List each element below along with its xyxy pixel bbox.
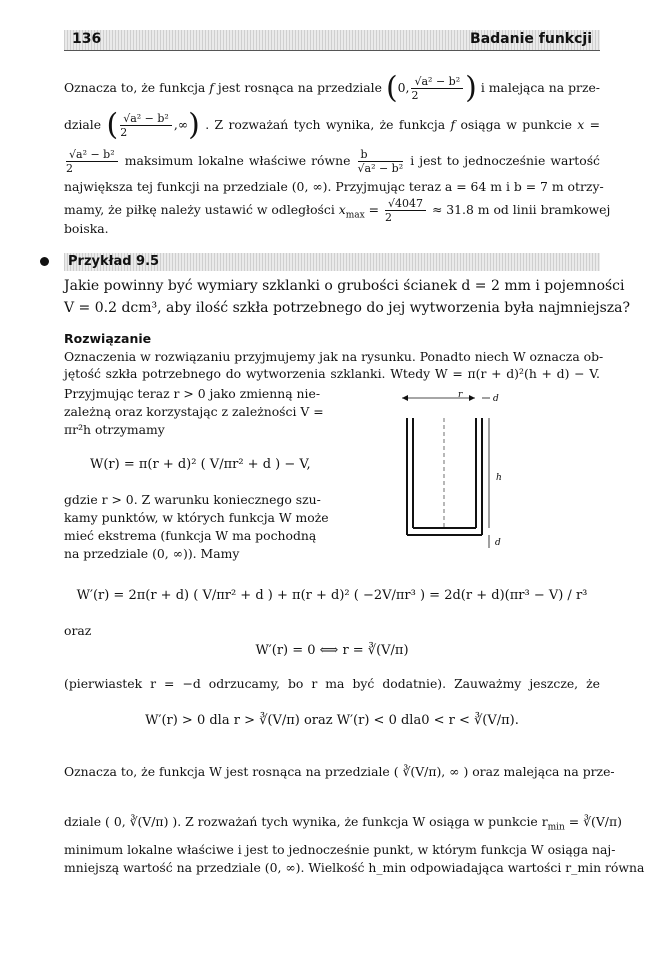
- fraction: $\frac{\text{√a² − b²}}{2}$: [120, 112, 172, 139]
- fraction: $\frac{\text{√a² − b²}}{2}$: [66, 148, 118, 175]
- equation: W′(r) = 2π(r + d) ( V/πr² + d ) + π(r + d)² ( −2V/πr³ ) = 2d(r + d)(πr³ − V) / r³: [76, 588, 588, 603]
- fraction: $\frac{b}{\text{√a² − b²}}$: [357, 148, 404, 175]
- text-line: Przyjmując teraz r > 0 jako zmienną nie-: [64, 386, 321, 401]
- equation: W′(r) = 0 ⟺ r = ∛(V/π): [255, 643, 409, 658]
- text-line: Oznaczenia w rozwiązaniu przyjmujemy jak na rysunku. Ponadto niech W oznacza ob-: [64, 349, 604, 364]
- text-line: πr²h otrzymamy: [64, 422, 165, 437]
- label-d-top: d: [493, 394, 499, 404]
- bullet-icon: [40, 257, 49, 266]
- text-line: boiska.: [64, 221, 109, 236]
- fraction: $\frac{\text{√a² − b²}}{2}$: [411, 75, 463, 102]
- text-line: minimum lokalne właściwe i jest to jednocześnie punkt, w którym funkcja W osiąga naj-: [64, 842, 616, 857]
- solution-heading: Rozwiązanie: [64, 331, 152, 346]
- text-line: na przedziale (0, ∞)). Mamy: [64, 546, 240, 561]
- running-title: Badanie funkcji: [470, 31, 592, 47]
- label-d-bottom: d: [495, 538, 501, 548]
- fraction: $\frac{√4047}{2}$: [385, 197, 426, 224]
- glass-figure: [392, 390, 522, 560]
- label-r: r: [458, 390, 463, 400]
- text-line: Oznacza to, że funkcja f jest rosnąca na przedziale (0, $\frac{\text{√a² − b²}}{2}$ ) i malejąca na prze-: [64, 70, 600, 106]
- text-line: największa tej funkcji na przedziale (0, ∞). Przyjmując teraz a = 64 m i b = 7 m otrzy-: [64, 179, 604, 194]
- page-number: 136: [72, 31, 102, 47]
- example-label: Przykład 9.5: [68, 254, 160, 269]
- text-line: gdzie r > 0. Z warunku koniecznego szu-: [64, 492, 321, 507]
- text-line: (pierwiastek r = −d odrzucamy, bo r ma być dodatnie). Zauważmy jeszcze, że: [64, 676, 600, 691]
- text-line: Oznacza to, że funkcja W jest rosnąca na przedziale ( ∛(V/π), ∞ ) oraz malejąca na prze-: [64, 764, 615, 779]
- running-header: [64, 30, 600, 51]
- text-line: mieć ekstrema (funkcja W ma pochodną: [64, 528, 317, 543]
- text-line: dziale ( $\frac{\text{√a² − b²}}{2}$ ,∞) . Z rozważań tych wynika, że funkcja f osiąga w punkcie x =: [64, 107, 601, 143]
- text-line: mamy, że piłkę należy ustawić w odległości $x_{max}$ = $\frac{√4047}{2}$ ≈ 31.8 m od linii bramkowej: [64, 197, 611, 224]
- text-line: kamy punktów, w których funkcja W może: [64, 510, 329, 525]
- text-line: oraz: [64, 623, 92, 638]
- example-header: [64, 253, 600, 271]
- text-line: $\frac{\text{√a² − b²}}{2}$ maksimum lokalne właściwe równe $\frac{b}{\text{√a² − b²}}$ i jest to jednocześnie wartość: [66, 148, 600, 175]
- task-line: V = 0.2 dcm³, aby ilość szkła potrzebnego do jej wytworzenia była najmniejsza?: [64, 300, 630, 316]
- equation: W′(r) > 0 dla r > ∛(V/π) oraz W′(r) < 0 dla0 < r < ∛(V/π).: [145, 713, 519, 728]
- text-line: mniejszą wartość na przedziale (0, ∞). Wielkość h_min odpowiadająca wartości r_min równa: [64, 860, 645, 875]
- equation: W(r) = π(r + d)² ( V/πr² + d ) − V,: [90, 457, 311, 472]
- text-line: jętość szkła potrzebnego do wytworzenia szklanki. Wtedy W = π(r + d)²(h + d) − V.: [64, 366, 600, 381]
- task-line: Jakie powinny być wymiary szklanki o grubości ścianek d = 2 mm i pojemności: [64, 278, 625, 294]
- text-line: zależną oraz korzystając z zależności V =: [64, 404, 324, 419]
- text-line: dziale ( 0, ∛(V/π) ). Z rozważań tych wynika, że funkcja W osiąga w punkcie $r_{min}$ = ∛(V/π): [64, 814, 622, 833]
- label-h: h: [496, 473, 502, 483]
